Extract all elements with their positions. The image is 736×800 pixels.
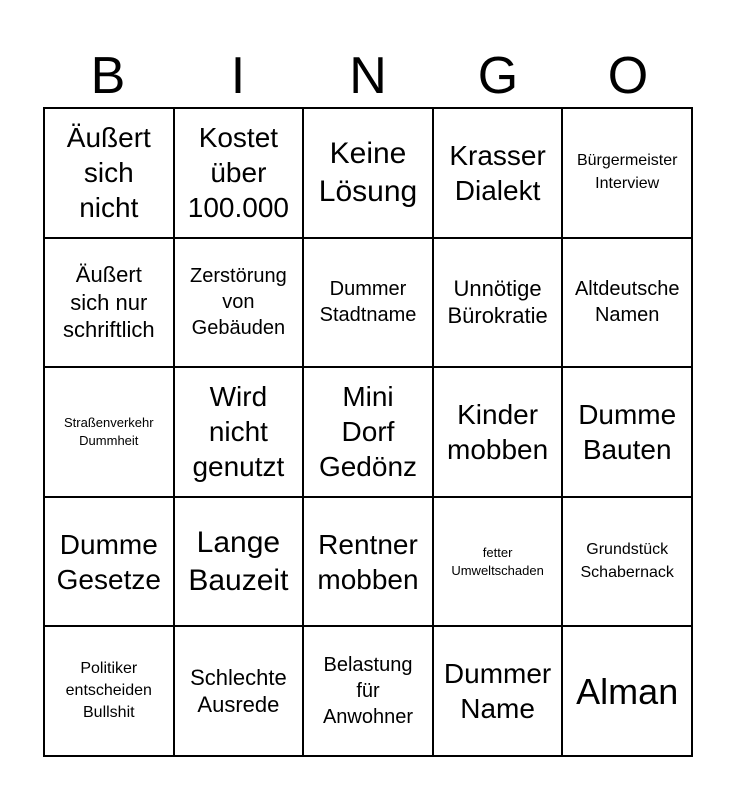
header-letter-i: I (230, 47, 246, 105)
bingo-cell[interactable] (563, 498, 693, 628)
cell-label: Schlechte Ausrede (190, 664, 287, 718)
cell-label: Äußert sich nicht (66, 122, 151, 224)
bingo-cell[interactable] (175, 627, 305, 757)
header-letter-b: B (90, 47, 126, 105)
bingo-cell[interactable] (304, 627, 434, 757)
bingo-cell[interactable] (434, 627, 564, 757)
bingo-cell[interactable] (563, 239, 693, 369)
cell-label: Kostet über 100.000 (187, 122, 289, 224)
cell-label: Äußert sich nur schriftlich (62, 262, 155, 343)
cell-label: Dummer Name (443, 658, 552, 725)
bingo-cell[interactable] (45, 368, 175, 498)
bingo-cell[interactable] (45, 239, 175, 369)
bingo-cell[interactable] (304, 239, 434, 369)
cell-label: Unnötige Bürokratie (447, 275, 548, 329)
bingo-cell[interactable] (434, 239, 564, 369)
bingo-header (43, 44, 693, 108)
bingo-cell[interactable] (434, 368, 564, 498)
header-letter-n: N (349, 47, 387, 105)
bingo-card-grid (43, 107, 693, 757)
header-letter-g: G (477, 47, 519, 105)
bingo-cell[interactable] (45, 109, 175, 239)
bingo-cell[interactable] (175, 109, 305, 239)
bingo-cell[interactable] (563, 627, 693, 757)
cell-label: Straßenverkehr Dummheit (64, 415, 154, 448)
bingo-cell[interactable] (434, 498, 564, 628)
cell-label: Zerstörung von Gebäuden (190, 265, 287, 340)
cell-label: Alman (576, 670, 679, 712)
cell-label: Wird nicht genutzt (192, 381, 285, 483)
bingo-cell[interactable] (304, 498, 434, 628)
bingo-cell[interactable] (175, 239, 305, 369)
bingo-cell[interactable] (175, 498, 305, 628)
bingo-cell[interactable] (175, 368, 305, 498)
cell-label: Grundstück Schabernack (580, 541, 674, 581)
cell-label: Keine Lösung (318, 137, 418, 208)
bingo-cell[interactable] (434, 109, 564, 239)
header-letter-o: O (607, 47, 649, 105)
cell-label: fetter Umweltschaden (451, 545, 544, 578)
cell-label: Kinder mobben (447, 398, 549, 465)
cell-label: Dummer Stadtname (319, 278, 417, 327)
bingo-cell[interactable] (304, 109, 434, 239)
cell-label: Altdeutsche Namen (574, 278, 680, 327)
bingo-cell[interactable] (45, 498, 175, 628)
bingo-cell[interactable] (45, 627, 175, 757)
cell-label: Lange Bauzeit (188, 526, 289, 597)
cell-label: Belastung für Anwohner (322, 654, 414, 729)
bingo-cell[interactable] (563, 109, 693, 239)
cell-label: Krasser Dialekt (449, 139, 546, 206)
cell-label: Rentner mobben (317, 528, 419, 595)
cell-label: Dumme Gesetze (56, 528, 161, 595)
cell-label: Politiker entscheiden Bullshit (65, 659, 152, 722)
bingo-cell[interactable] (563, 368, 693, 498)
cell-label: Mini Dorf Gedönz (318, 381, 418, 483)
bingo-cell[interactable] (304, 368, 434, 498)
cell-label: Dumme Bauten (578, 398, 677, 465)
cell-label: Bürgermeister Interview (576, 152, 678, 192)
